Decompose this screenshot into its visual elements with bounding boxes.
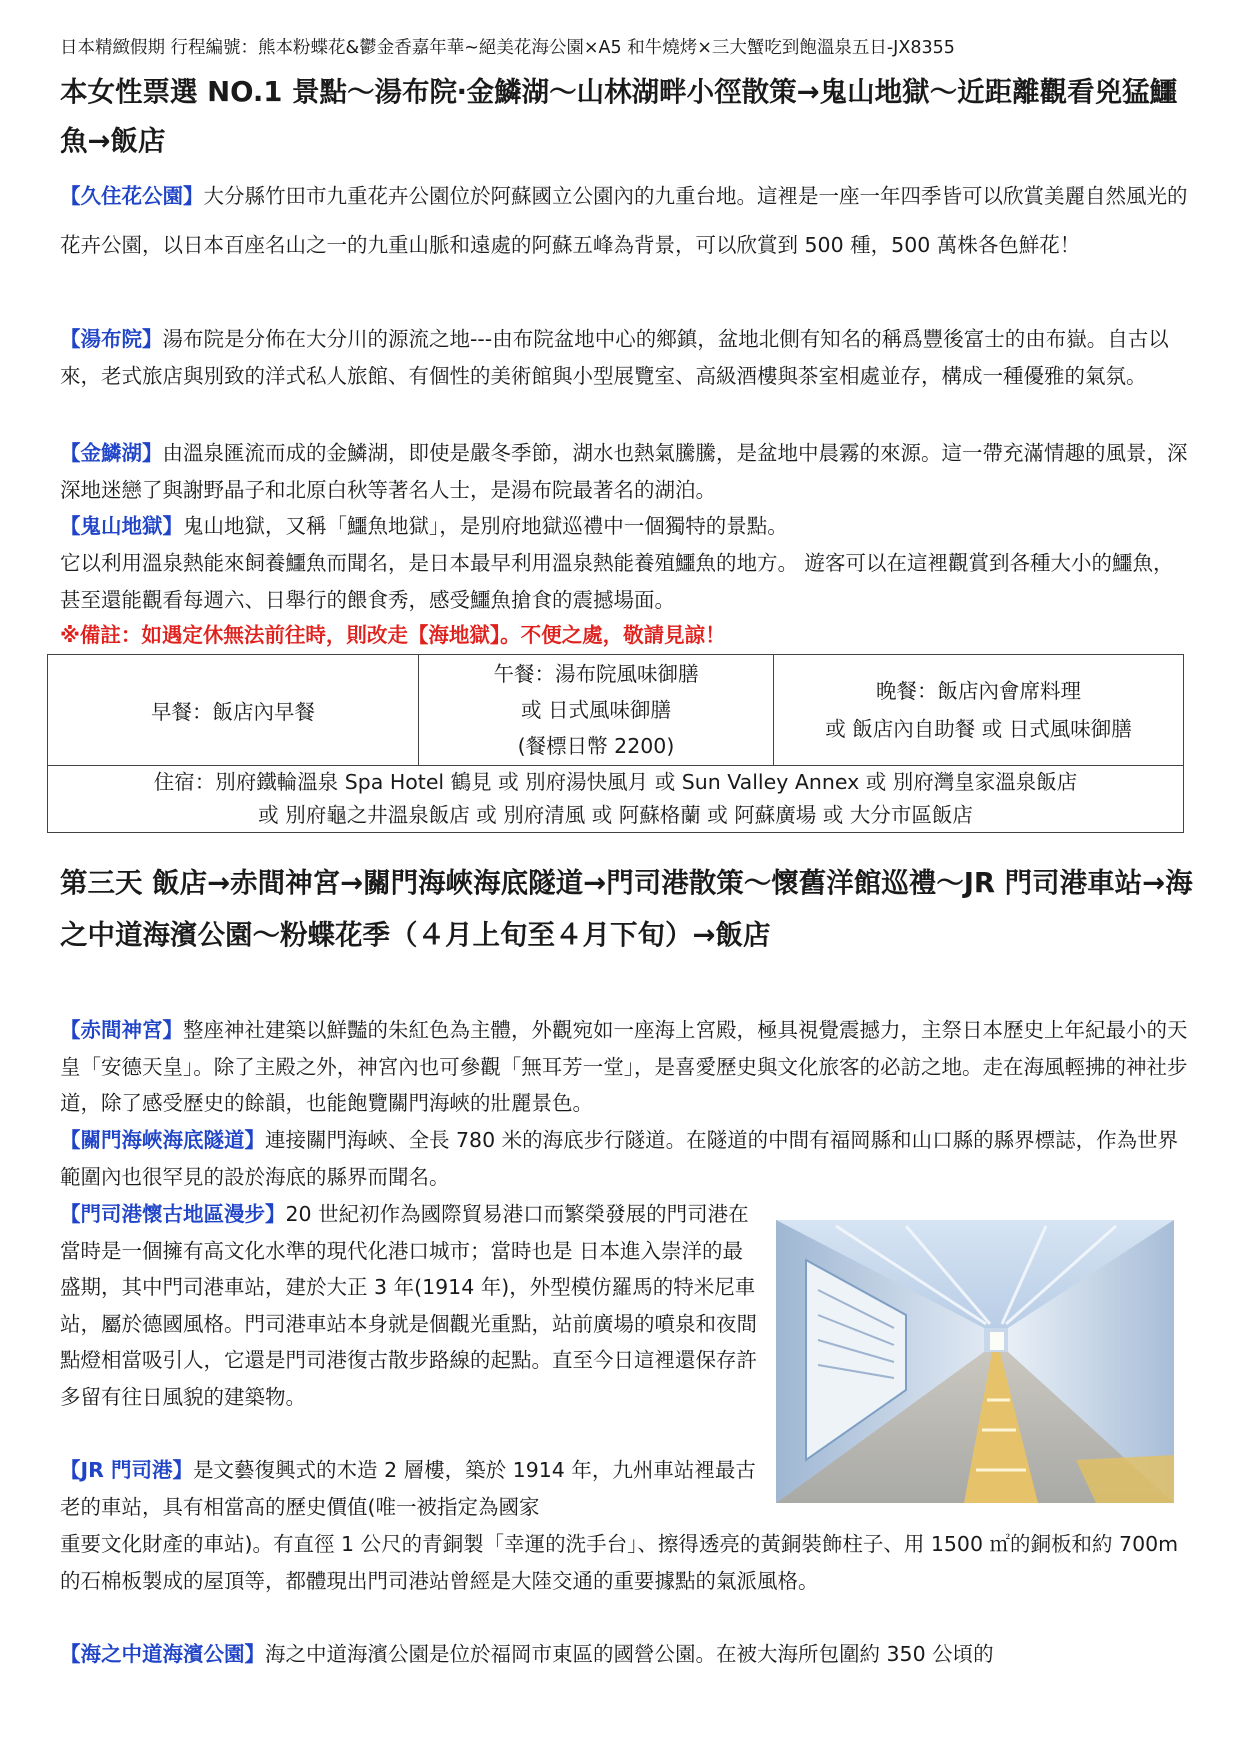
oniyama-text: 鬼山地獄，又稱「鱷魚地獄」，是別府地獄巡禮中一個獨特的景點。 [183, 514, 788, 538]
breakfast-text: 早餐：飯店內早餐 [151, 700, 315, 724]
lunch-text-3: (餐標日幣 2200) [517, 734, 675, 758]
hotel-text-1: 住宿：別府鐵輪溫泉 Spa Hotel 鶴見 或 別府湯快風月 或 Sun Valley Annex 或 別府灣皇家溫泉飯店 [153, 770, 1078, 794]
kanmon-paragraph [60, 1122, 1190, 1195]
dinner-cell [774, 655, 1184, 766]
lunch-cell [419, 655, 774, 766]
lunch-text-2: 或 日式風味御膳 [520, 698, 672, 722]
hotel-cell [48, 766, 1184, 833]
yufuin-text: 湯布院是分佈在大分川的源流之地---由布院盆地中心的鄉鎮，盆地北側有知名的稱爲豐後富士的由布嶽。自古以來，老式旅店與別致的洋式私人旅館、有個性的美術館與小型展覽室、高級酒樓與茶室相處並存，構成一種優雅的氣氛。 [60, 327, 1169, 388]
remark-note: ※備註：如遇定休無法前往時，則改走【海地獄】。不便之處，敬請見諒！ [60, 623, 726, 647]
jr-paragraph [60, 1452, 762, 1525]
yufuin-keyword: 【湯布院】 [60, 327, 163, 351]
mojiko-keyword: 【門司港懷古地區漫步】 [60, 1202, 286, 1226]
kinrin-paragraph [60, 435, 1190, 508]
tunnel-photo-graphic [776, 1220, 1174, 1503]
umino-keyword: 【海之中道海濱公園】 [60, 1642, 265, 1666]
oniyama-keyword: 【鬼山地獄】 [60, 514, 183, 538]
umino-text: 海之中道海濱公園是位於福岡市東區的國營公園。在被大海所包圍約 350 公頃的 [265, 1642, 994, 1666]
jr-text: 是文藝復興式的木造 2 層樓，築於 1914 年，九州車站裡最古老的車站，具有相當高的歷史價值(唯一被指定為國家 [60, 1458, 756, 1519]
kanmon-text: 連接關門海峽、全長 780 米的海底步行隧道。在隧道的中間有福岡縣和山口縣的縣界標誌，作為世界範圍內也很罕見的設於海底的縣界而聞名。 [60, 1128, 1179, 1189]
umino-paragraph [60, 1636, 1190, 1673]
mojiko-paragraph [60, 1196, 762, 1415]
day2-title: 本女性票選 NO.1 景點～湯布院‧金鱗湖～山林湖畔小徑散策→鬼山地獄～近距離觀看兇猛鱷魚→飯店 [60, 76, 1178, 157]
page-header: 日本精緻假期 行程編號：熊本粉蝶花&鬱金香嘉年華~絕美花海公園×A5 和牛燒烤×三大蟹吃到飽溫泉五日-JX8355 [60, 38, 955, 58]
jr-paragraph-2: 重要文化財產的車站)。有直徑 1 公尺的青銅製「幸運的洗手台」、擦得透亮的黃銅裝飾柱子、用 1500 ㎡的銅板和約 700m 的石棉板製成的屋頂等，都體現出門司港站曾經是大陸交通的重要據點的氣派風格。 [60, 1532, 1179, 1593]
kanmon-keyword: 【關門海峽海底隧道】 [60, 1128, 265, 1152]
akama-text: 整座神社建築以鮮豔的朱紅色為主體，外觀宛如一座海上宮殿，極具視覺震撼力，主祭日本歷史上年紀最小的天皇「安德天皇」。除了主殿之外，神宮內也可參觀「無耳芳一堂」，是喜愛歷史與文化旅客的必訪之地。走在海風輕拂的神社步道，除了感受歷史的餘韻，也能飽覽關門海峽的壯麗景色。 [60, 1018, 1188, 1115]
kinrin-text: 由溫泉匯流而成的金鱗湖，即使是嚴冬季節，湖水也熱氣騰騰，是盆地中晨霧的來源。這一帶充滿情趣的風景，深深地迷戀了與謝野晶子和北原白秋等著名人士，是湯布院最著名的湖泊。 [60, 441, 1188, 502]
jr-keyword: 【JR 門司港】 [60, 1458, 194, 1482]
kujuu-text: 大分縣竹田市九重花卉公園位於阿蘇國立公園內的九重台地。這裡是一座一年四季皆可以欣賞美麗自然風光的花卉公園，以日本百座名山之一的九重山脈和遠處的阿蘇五峰為背景，可以欣賞到 500 種，500 萬株各色鮮花！ [60, 184, 1188, 257]
breakfast-cell [48, 655, 419, 766]
kujuu-keyword: 【久住花公園】 [60, 184, 204, 208]
hotel-text-2: 或 別府龜之井溫泉飯店 或 別府清風 或 阿蘇格蘭 或 阿蘇廣場 或 大分市區飯店 [258, 803, 973, 827]
akama-keyword: 【赤間神宮】 [60, 1018, 183, 1042]
lunch-text-1: 午餐：湯布院風味御膳 [493, 662, 699, 686]
kujuu-paragraph [60, 172, 1190, 270]
day3-title: 第三天 飯店→赤間神宮→關門海峽海底隧道→門司港散策～懷舊洋館巡禮～JR 門司港車站→海之中道海濱公園～粉蝶花季（４月上旬至４月下旬）→飯店 [60, 867, 1193, 951]
meals-table [47, 654, 1184, 833]
akama-paragraph [60, 1012, 1190, 1122]
dinner-text-1: 晚餐：飯店內會席料理 [876, 679, 1081, 703]
kinrin-keyword: 【金鱗湖】 [60, 441, 163, 465]
tunnel-photo [776, 1220, 1174, 1503]
oniyama-paragraph [60, 508, 1190, 545]
oniyama-paragraph-2: 它以利用溫泉熱能來飼養鱷魚而聞名，是日本最早利用溫泉熱能養殖鱷魚的地方。 遊客可以在這裡觀賞到各種大小的鱷魚，甚至還能觀看每週六、日舉行的餵食秀，感受鱷魚搶食的震撼場面。 [60, 551, 1174, 612]
yufuin-paragraph [60, 321, 1190, 394]
dinner-text-2: 或 飯店內自助餐 或 日式風味御膳 [825, 717, 1132, 741]
mojiko-text: 20 世紀初作為國際貿易港口而繁榮發展的門司港在當時是一個擁有高文化水準的現代化港口城市；當時也是 日本進入崇洋的最盛期，其中門司港車站，建於大正 3 年(1914 年)，外型模仿羅馬的特米尼車站，屬於德國風格。門司港車站本身就是個觀光重點，站前廣場的噴泉和夜間點燈相當吸引人，它還是門司港復古散步路線的起點。直至今日這裡還保存許多留有往日風貌的建築物。 [60, 1202, 757, 1409]
